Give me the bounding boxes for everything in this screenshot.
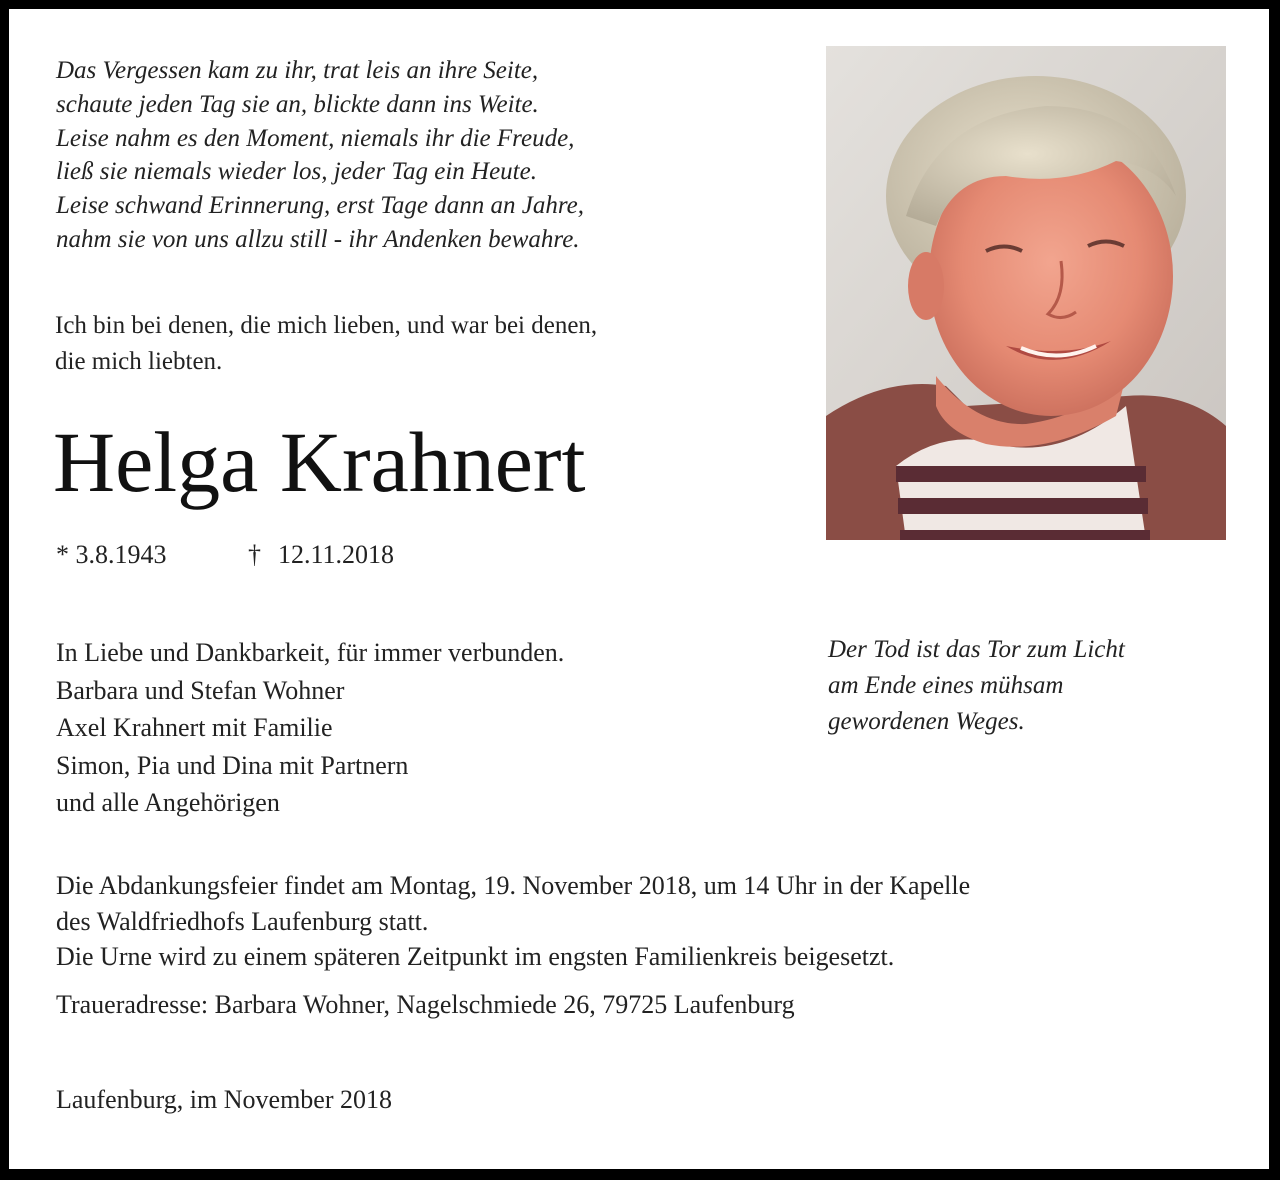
death-date-group [248,538,394,572]
family-line: In Liebe und Dankbarkeit, für immer verbunden. [56,638,565,667]
poem-line: Das Vergessen kam zu ihr, trat leis an ihre Seite, [56,57,539,84]
place-date: Laufenburg, im November 2018 [56,1085,392,1114]
family-line: Axel Krahnert mit Familie [56,713,333,743]
ceremony-line: Die Urne wird zu einem späteren Zeitpunkt im engsten Familienkreis beigesetzt. [56,942,895,971]
ceremony-line: des Waldfriedhofs Laufenburg statt. [56,906,429,936]
poem [56,54,776,257]
family-line: Simon, Pia und Dina mit Partnern [56,750,409,780]
side-quote-line: am Ende eines mühsam [828,672,1064,699]
birth-date: * 3.8.1943 [56,540,167,569]
poem-line: schaute jeden Tag sie an, blickte dann ins Weite. [56,90,539,118]
side-quote-line: Der Tod ist das Tor zum Licht [828,636,1125,663]
ceremony-line: Die Abdankungsfeier findet am Montag, 19. November 2018, um 14 Uhr in der Kapelle [56,871,971,900]
portrait-photo [826,46,1226,540]
family-line: und alle Angehörigen [56,788,280,818]
death-date: 12.11.2018 [278,540,395,569]
side-quote [828,632,1228,740]
poem-line: ließ sie niemals wieder los, jeder Tag ein Heute. [56,158,537,186]
family-signatures [56,634,776,822]
side-quote-line: gewordenen Weges. [828,708,1025,735]
poem-line: Leise schwand Erinnerung, erst Tage dann an Jahre, [56,192,584,220]
mourning-address: Traueradresse: Barbara Wohner, Nagelschmiede 26, 79725 Laufenburg [56,990,795,1019]
poem-line: nahm sie von uns allzu still - ihr Andenken bewahre. [56,225,580,253]
family-line: Barbara und Stefan Wohner [56,675,345,705]
quote [55,308,795,380]
portrait-illustration [826,46,1226,540]
deceased-name: Helga Krahnert [53,414,586,510]
quote-line: die mich liebten. [55,348,223,375]
ceremony-info [56,868,1236,975]
poem-line: Leise nahm es den Moment, niemals ihr die Freude, [56,124,575,152]
cross-icon: † [248,540,261,569]
quote-line: Ich bin bei denen, die mich lieben, und war bei denen, [55,312,598,339]
